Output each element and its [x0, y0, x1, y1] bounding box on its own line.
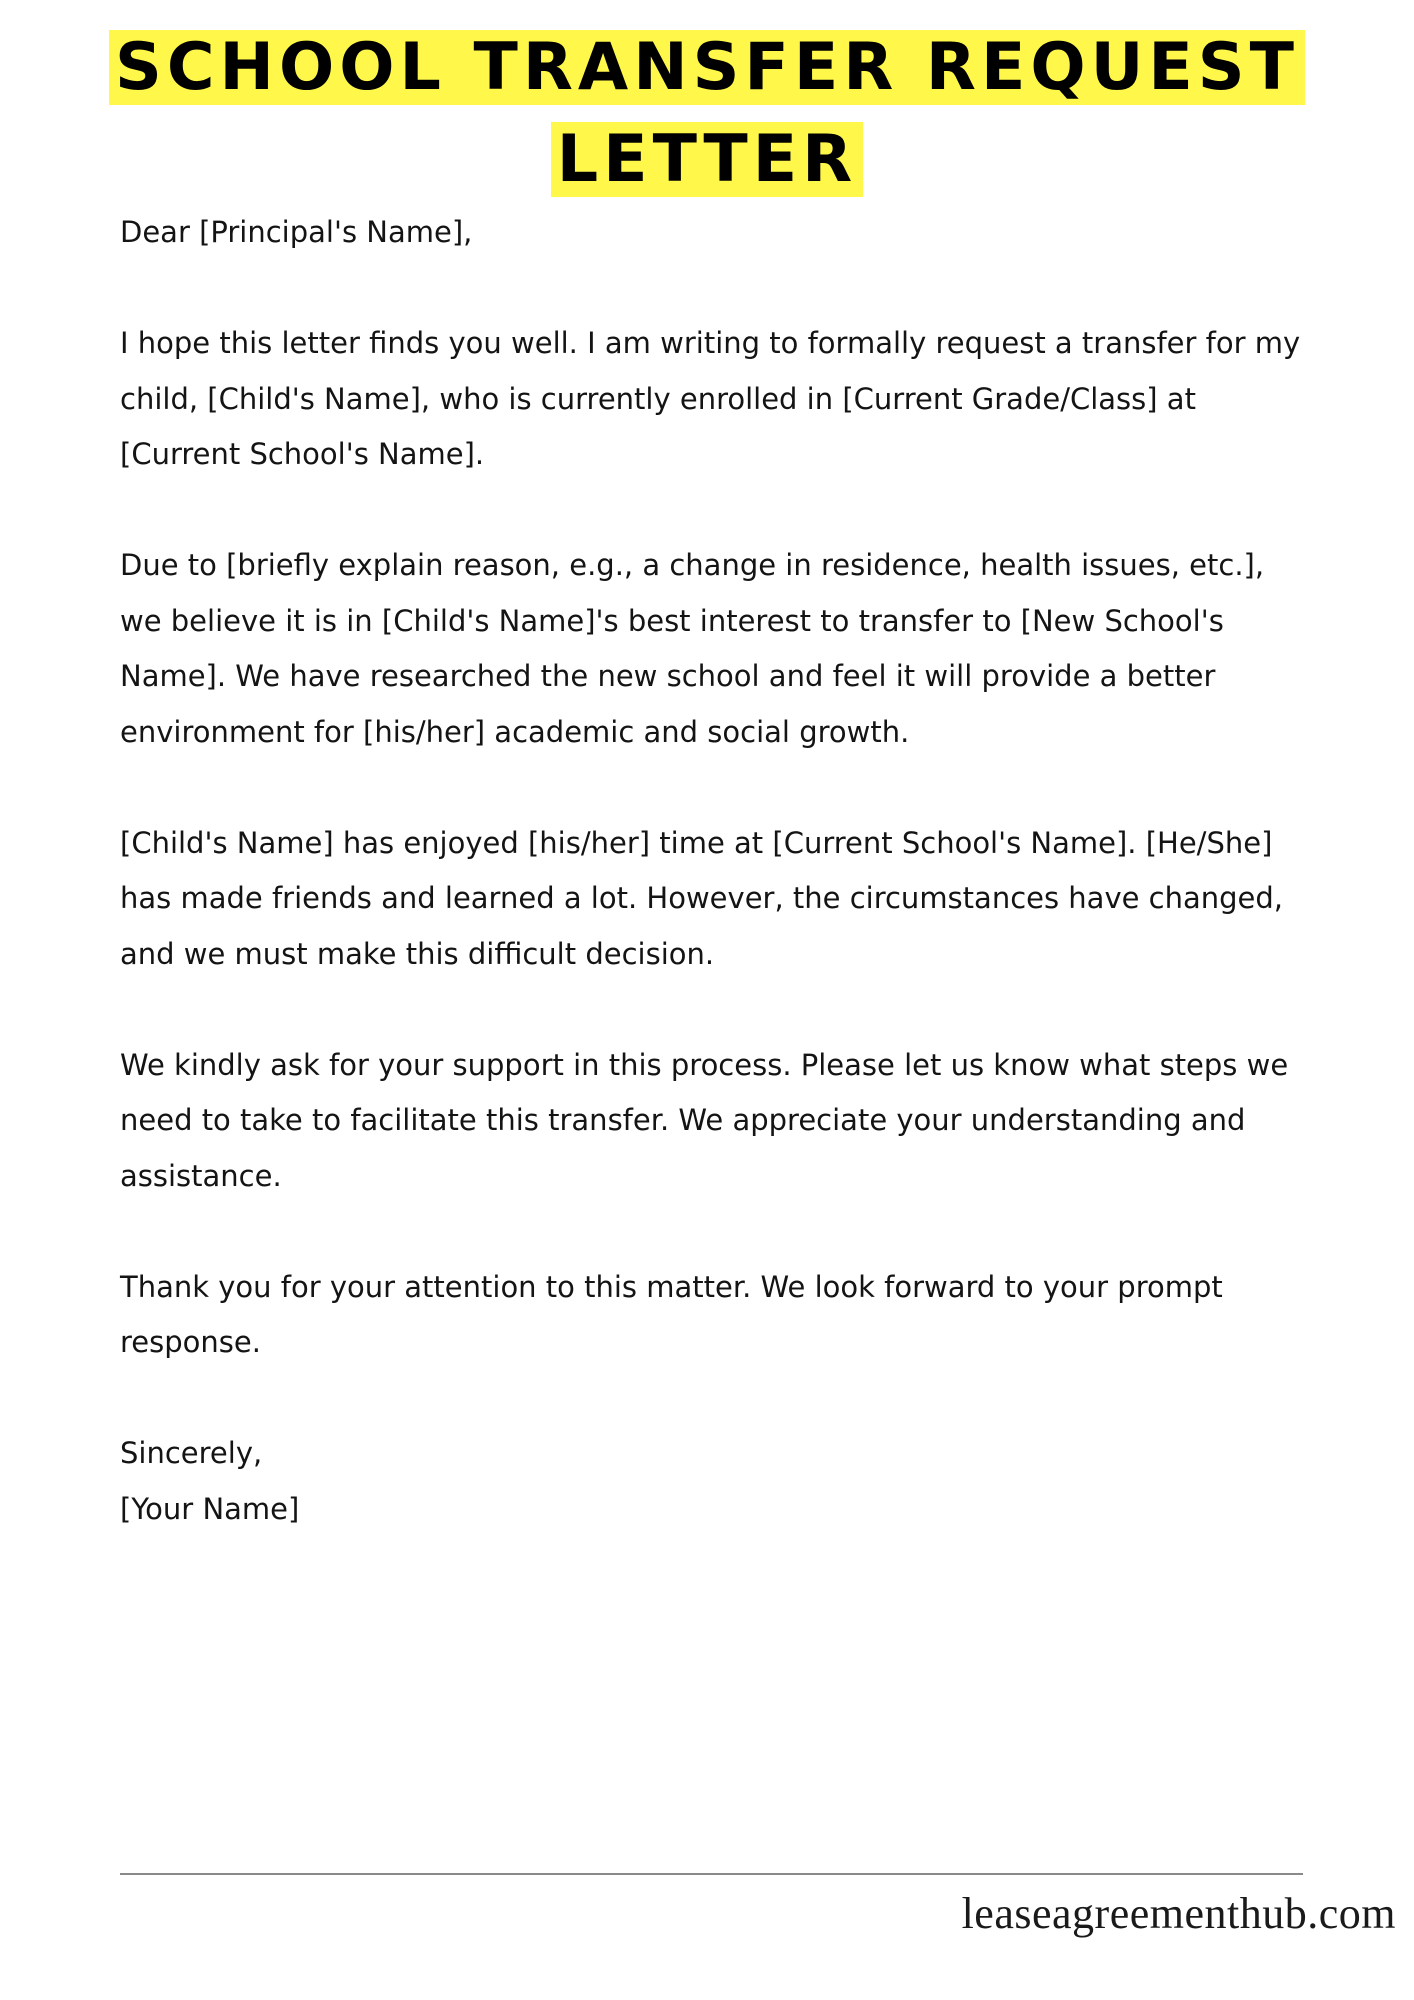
paragraph-reason: Due to [briefly explain reason, e.g., a change in residence, health issues, etc.], we believe it is in [Child's Name]'s best interest to transfer to [New School's Name]. We have researched the new school and feel it will provide a better environment for [his/her] academic and social growth. — [120, 548, 1265, 749]
paragraph-intro: I hope this letter finds you well. I am writing to formally request a transfer for my child, [Child's Name], who is currently enrolled in [Current Grade/Class] at [Current School's Name]. — [120, 326, 1301, 471]
salutation: Dear [Principal's Name], — [120, 215, 473, 249]
paragraph-request: We kindly ask for your support in this process. Please let us know what steps we need to take to facilitate this transfer. We appreciate your understanding and assistance. — [120, 1047, 1289, 1193]
paragraph-thanks: Thank you for your attention to this matter. We look forward to your prompt response. — [120, 1269, 1223, 1359]
footer-website: leaseagreementhub.com — [961, 1889, 1396, 1938]
title-block — [0, 22, 1414, 206]
footer-divider — [120, 1873, 1303, 1875]
document-title: SCHOOL TRANSFER REQUEST LETTER — [109, 30, 1305, 197]
letter-body — [120, 205, 1310, 1537]
signature: [Your Name] — [120, 1491, 300, 1526]
paragraph-experience: [Child's Name] has enjoyed [his/her] time at [Current School's Name]. [He/She] has made friends and learned a lot. However, the circumstances have changed, and we must make this difficult decision. — [120, 825, 1284, 971]
closing: Sincerely, — [120, 1436, 263, 1470]
